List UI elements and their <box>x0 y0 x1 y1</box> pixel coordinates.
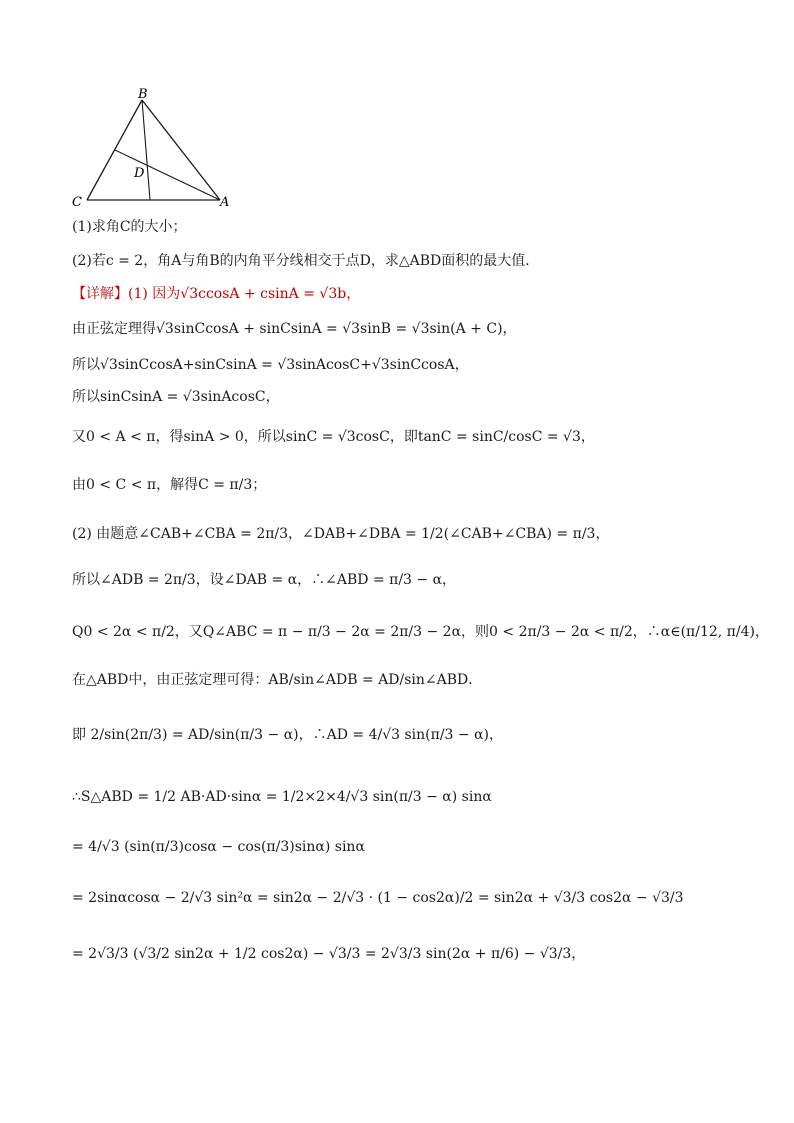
bisector-b <box>142 100 150 200</box>
label-a: A <box>220 195 230 210</box>
part2-line-3: Q0 < 2α < π/2，又Q∠ABC = π − π/3 − 2α = 2π/3 − 2α，则0 < 2π/3 − 2α < π/2，∴α∈(π/12, π/4)， <box>72 624 769 640</box>
label-c: C <box>72 195 82 210</box>
side-bc <box>87 100 142 200</box>
solution-line-4: 又0 < A < π，得sinA > 0，所以sinC = √3cosC，即tanC = sinC/cosC = √3， <box>72 429 595 445</box>
part2-line-2: 所以∠ADB = 2π/3，设∠DAB = α，∴∠ABD = π/3 − α， <box>72 572 457 588</box>
bisector-a <box>115 150 220 200</box>
part2-line-4: 在△ABD中，由正弦定理可得：AB/sin∠ADB = AD/sin∠ABD． <box>72 672 483 688</box>
label-d: D <box>134 166 145 181</box>
label-b: B <box>138 88 148 102</box>
question-2: (2)若c = 2，角A与角B的内角平分线相交于点D，求△ABD面积的最大值． <box>72 253 540 269</box>
part2-line-5: 即 2/sin(2π/3) = AD/sin(π/3 − α)，∴AD = 4/√3 sin(π/3 − α)， <box>72 727 503 743</box>
part2-line-6: ∴S△ABD = 1/2 AB·AD·sinα = 1/2×2×4/√3 sin(π/3 − α) sinα <box>72 789 492 805</box>
part2-line-9: = 2√3/3 (√3/2 sin2α + 1/2 cos2α) − √3/3 = 2√3/3 sin(2α + π/6) − √3/3， <box>72 946 586 962</box>
question-1: (1)求角C的大小； <box>72 219 187 235</box>
solution-line-5: 由0 < C < π，解得C = π/3； <box>72 477 267 493</box>
solution-heading: 【详解】(1) 因为√3ccosA + csinA = √3b， <box>72 286 361 302</box>
part2-line-8: = 2sinαcosα − 2/√3 sin²α = sin2α − 2/√3 · (1 − cos2α)/2 = sin2α + √3/3 cos2α − √3/3 <box>72 890 684 906</box>
part2-line-7: = 4/√3 (sin(π/3)cosα − cos(π/3)sinα) sinα <box>72 839 365 855</box>
side-ba <box>142 100 220 200</box>
solution-line-2: 所以√3sinCcosA+sinCsinA = √3sinAcosC+√3sinCcosA， <box>72 357 469 373</box>
triangle-figure <box>70 88 240 210</box>
triangle-diagram <box>70 88 240 210</box>
part2-line-1: (2) 由题意∠CAB+∠CBA = 2π/3，∠DAB+∠DBA = 1/2(∠CAB+∠CBA) = π/3， <box>72 526 610 542</box>
solution-line-1: 由正弦定理得√3sinCcosA + sinCsinA = √3sinB = √3sin(A + C)， <box>72 321 517 337</box>
solution-line-3: 所以sinCsinA = √3sinAcosC， <box>72 389 280 405</box>
